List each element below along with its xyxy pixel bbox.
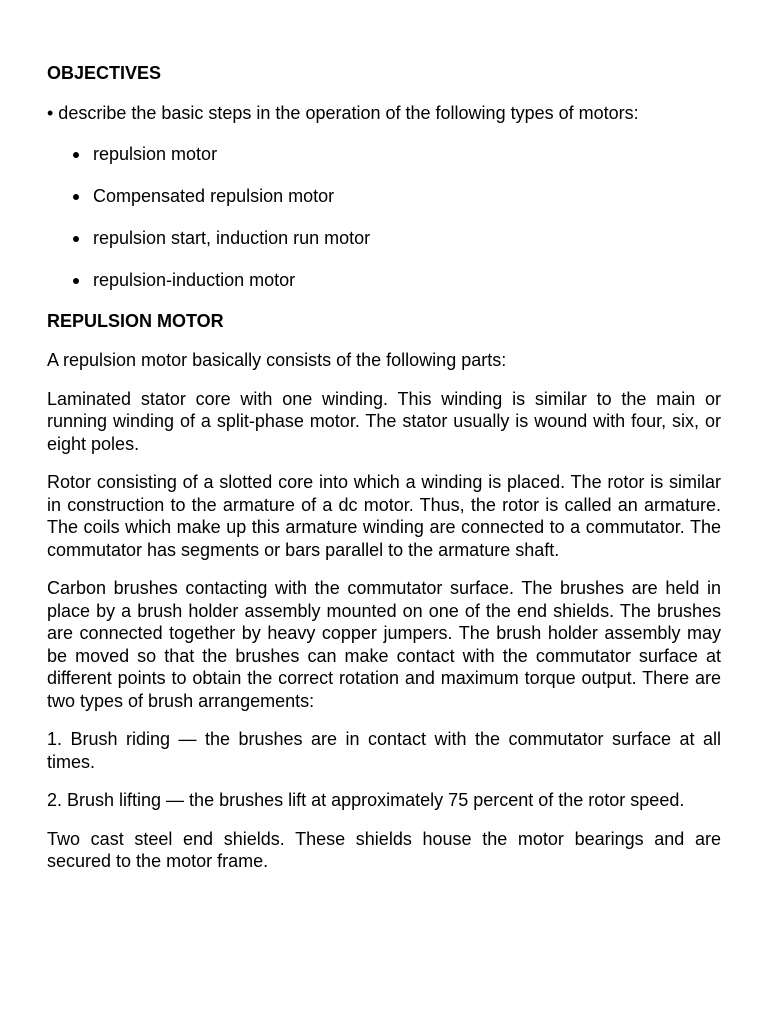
bullet-icon: [73, 278, 79, 284]
objectives-intro: • describe the basic steps in the operation of the following types of motors:: [47, 102, 639, 123]
objectives-heading: OBJECTIVES: [47, 63, 162, 83]
paragraph-brush-lifting: 2. Brush lifting — the brushes lift at approximately 75 percent of the rotor speed.: [47, 790, 685, 810]
list-item-label: repulsion motor: [93, 144, 218, 164]
list-item-label: Compensated repulsion motor: [93, 186, 335, 206]
repulsion-motor-heading: REPULSION MOTOR: [47, 310, 224, 331]
list-item: [47, 269, 721, 292]
list-item-label: repulsion-induction motor: [93, 270, 296, 290]
bullet-icon: [73, 194, 79, 200]
paragraph-stator: Laminated stator core with one winding. This winding is similar to the main or running winding of a split-phase motor. The stator usually is wound with four, six, or eight poles.: [47, 388, 721, 454]
document-page: [47, 62, 721, 873]
bullet-icon: [73, 152, 79, 158]
paragraph-parts-intro: A repulsion motor basically consists of the following parts:: [47, 350, 507, 370]
list-item: [47, 185, 721, 208]
bullet-icon: [73, 236, 79, 242]
paragraph-brush-riding: 1. Brush riding — the brushes are in contact with the commutator surface at all times.: [47, 729, 721, 772]
paragraph-rotor: Rotor consisting of a slotted core into which a winding is placed. The rotor is similar in construction to the armature of a dc motor. Thus, the rotor is called an armature. The coils which make up this armature winding are connected to a commutator. The commutator has segments or bars parallel to the armature shaft.: [47, 472, 721, 560]
list-item-label: repulsion start, induction run motor: [93, 228, 371, 248]
paragraph-brushes: Carbon brushes contacting with the commutator surface. The brushes are held in place by a brush holder assembly mounted on one of the end shields. The brushes are connected together by heavy copper jumpers. The brush holder assembly may be moved so that the brushes can make contact with the commutator surface at different points to obtain the correct rotation and maximum torque output. There are two types of brush arrangements:: [47, 578, 721, 711]
list-item: [47, 143, 721, 166]
objectives-list: [47, 143, 721, 292]
list-item: [47, 227, 721, 250]
paragraph-end-shields: Two cast steel end shields. These shields house the motor bearings and are secured to the motor frame.: [47, 828, 721, 871]
